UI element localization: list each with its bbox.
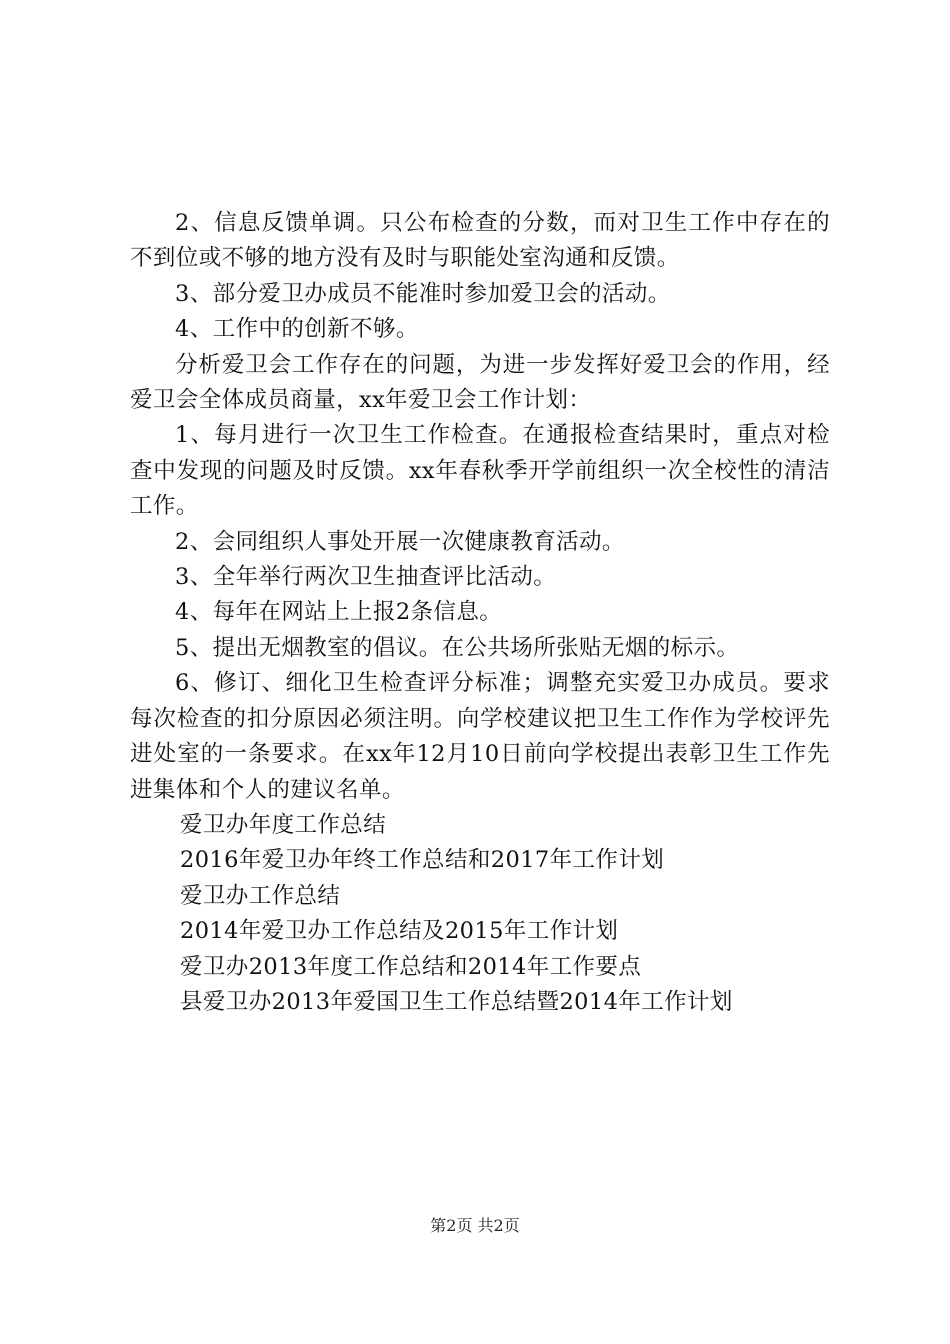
paragraph: 4、工作中的创新不够。 [175,316,419,343]
paragraph: 3、部分爱卫办成员不能准时参加爱卫会的活动。 [175,280,671,307]
related-title: 2016年爱卫办年终工作总结和2017年工作计划 [180,847,665,874]
related-title: 2014年爱卫办工作总结及2015年工作计划 [180,918,619,945]
paragraph: 2、信息反馈单调。只公布检查的分数，而对卫生工作中存在的不到位或不够的地方没有及时与职能处室沟通和反馈。 [130,210,830,272]
paragraph: 3、全年举行两次卫生抽查评比活动。 [175,564,557,591]
page-footer: 第2页 共2页 [430,1216,520,1235]
paragraph: 5、提出无烟教室的倡议。在公共场所张贴无烟的标示。 [175,634,740,661]
paragraph: 2、会同组织人事处开展一次健康教育活动。 [175,528,625,555]
document-body [130,206,830,1020]
related-title: 爱卫办年度工作总结 [180,811,387,838]
related-title: 爱卫办工作总结 [180,882,341,909]
paragraph: 分析爱卫会工作存在的问题，为进一步发挥好爱卫会的作用，经爱卫会全体成员商量，xx年爱卫会工作计划： [130,351,830,414]
related-title: 县爱卫办2013年爱国卫生工作总结暨2014年工作计划 [180,988,733,1015]
paragraph: 6、修订、细化卫生检查评分标准；调整充实爱卫办成员。要求每次检查的扣分原因必须注明。向学校建议把卫生工作作为学校评先进处室的一条要求。在xx年12月10日前向学校提出表彰卫生工作先进集体和个人的建议名单。 [130,670,830,803]
paragraph: 1、每月进行一次卫生工作检查。在通报检查结果时，重点对检查中发现的问题及时反馈。xx年春秋季开学前组织一次全校性的清洁工作。 [130,422,830,520]
related-title: 爱卫办2013年度工作总结和2014年工作要点 [180,953,642,980]
paragraph: 4、每年在网站上上报2条信息。 [175,599,503,626]
